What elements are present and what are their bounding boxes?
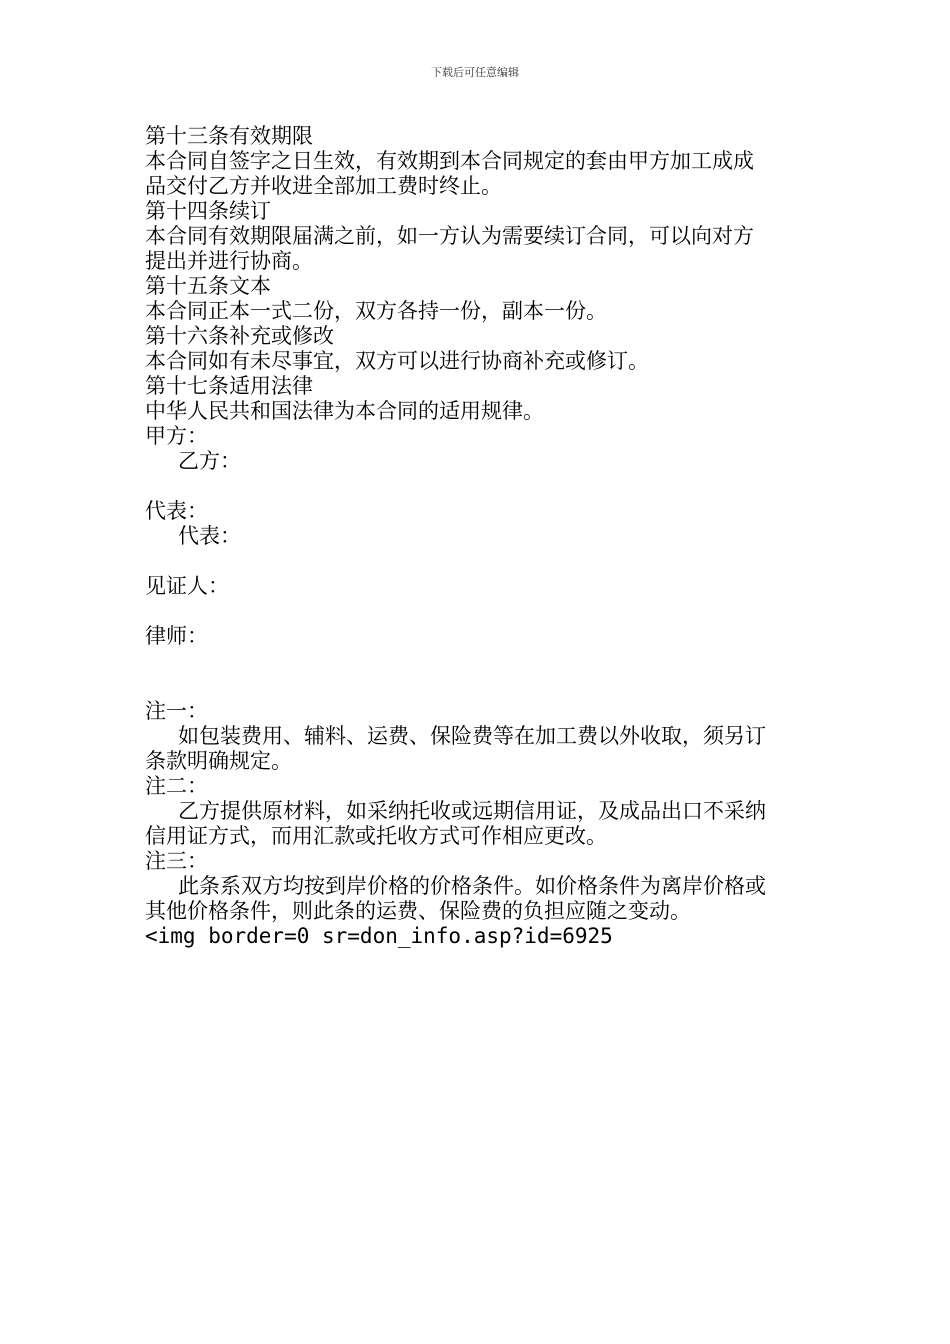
party-b-representative-label: 代表： [178, 524, 241, 548]
spacer [145, 674, 815, 699]
spacer [145, 474, 815, 499]
article-14-heading: 第十四条续订 [145, 199, 271, 223]
note-3-text-line-1: 此条系双方均按到岸价格的价格条件。如价格条件为离岸价格或 [178, 874, 766, 898]
raw-html-fragment: <img border=0 sr=don_info.asp?id=6925 [145, 924, 613, 948]
document-body [145, 124, 815, 949]
lawyer-label: 律师： [145, 624, 208, 648]
article-13-text-line-1: 本合同自签字之日生效，有效期到本合同规定的套由甲方加工成成 [145, 149, 754, 173]
party-b-label: 乙方： [178, 449, 241, 473]
note-2-text-line-1: 乙方提供原材料，如采纳托收或远期信用证，及成品出口不采纳 [178, 799, 766, 823]
party-a-label: 甲方： [145, 424, 208, 448]
article-15-heading: 第十五条文本 [145, 274, 271, 298]
article-13-heading: 第十三条有效期限 [145, 124, 313, 148]
party-a-representative-label: 代表： [145, 499, 208, 523]
note-3-text-line-2: 其他价格条件，则此条的运费、保险费的负担应随之变动。 [145, 899, 691, 923]
article-14-text-line-2: 提出并进行协商。 [145, 249, 313, 273]
article-14-text-line-1: 本合同有效期限届满之前，如一方认为需要续订合同，可以向对方 [145, 224, 754, 248]
article-17-heading: 第十七条适用法律 [145, 374, 313, 398]
spacer [145, 599, 815, 624]
note-1-text-line-1: 如包装费用、辅料、运费、保险费等在加工费以外收取，须另订 [178, 724, 766, 748]
spacer [145, 649, 815, 674]
witness-label: 见证人： [145, 574, 229, 598]
article-17-text: 中华人民共和国法律为本合同的适用规律。 [145, 399, 544, 423]
note-1-heading: 注一： [145, 699, 208, 723]
page-header: 下载后可任意编辑 [431, 66, 519, 79]
article-16-text: 本合同如有未尽事宜，双方可以进行协商补充或修订。 [145, 349, 649, 373]
note-3-heading: 注三： [145, 849, 208, 873]
article-15-text: 本合同正本一式二份，双方各持一份，副本一份。 [145, 299, 607, 323]
note-2-text-line-2: 信用证方式，而用汇款或托收方式可作相应更改。 [145, 824, 607, 848]
spacer [145, 549, 815, 574]
article-13-text-line-2: 品交付乙方并收进全部加工费时终止。 [145, 174, 502, 198]
note-1-text-line-2: 条款明确规定。 [145, 749, 292, 773]
article-16-heading: 第十六条补充或修改 [145, 324, 334, 348]
note-2-heading: 注二： [145, 774, 208, 798]
